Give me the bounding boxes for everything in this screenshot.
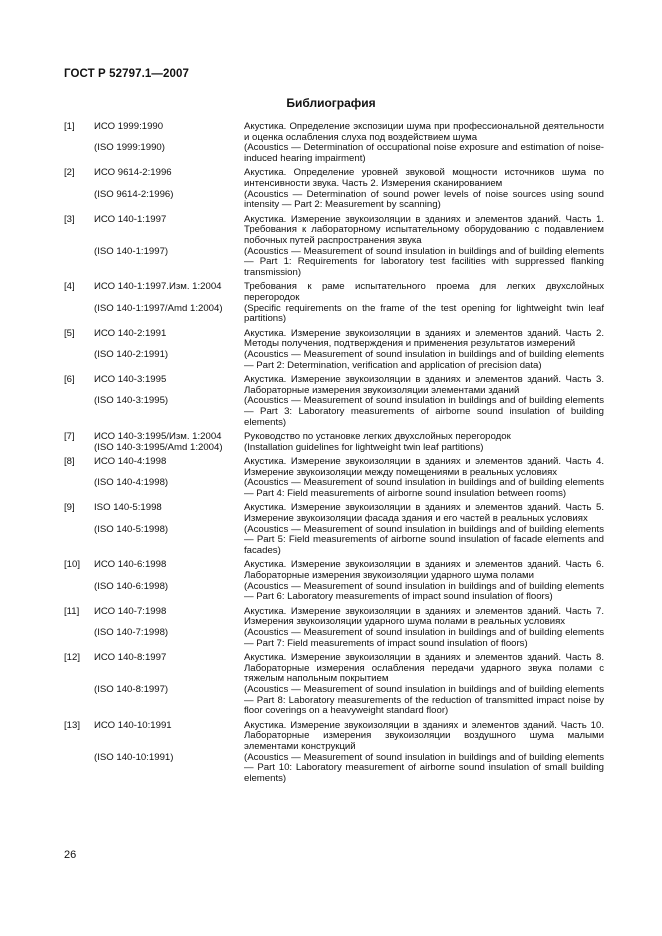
entry-english-line — [64, 247, 604, 279]
bibliography-entry — [64, 329, 604, 375]
standard-code: ИСО 140-7:1998 — [94, 605, 167, 617]
entry-english-line — [64, 478, 604, 499]
standard-title: Акустика. Определение экспозиции шума при профессиональной деятельности и оценка ослабления слуха под воздействием шума — [244, 121, 604, 143]
entry-number: [8] — [64, 455, 75, 467]
standard-title: (Acoustics — Measurement of sound insulation in buildings and of building elements — Part 10: Laboratory measurement of airborne sound insulation of small building elements) — [244, 751, 604, 785]
entry-russian-line — [64, 560, 604, 581]
standard-code: (ISO 140-3:1995/Amd 1:2004) — [94, 441, 223, 453]
entry-russian-line — [64, 122, 604, 143]
bibliography-entry — [64, 653, 604, 721]
standard-title: Акустика. Измерение звукоизоляции в зданиях и элементов зданий. Часть 5. Измерение звукоизоляции фасада здания и его частей в реальных условиях — [244, 502, 604, 524]
standard-code: ИСО 140-1:1997.Изм. 1:2004 — [94, 281, 222, 293]
entry-english-line — [64, 628, 604, 649]
standard-code: (ISO 1999:1990) — [94, 142, 165, 154]
entry-english-line — [64, 685, 604, 717]
standard-code: (ISO 140-1:1997/Amd 1:2004) — [94, 302, 223, 314]
entry-number: [12] — [64, 651, 81, 663]
bibliography-entry — [64, 168, 604, 214]
standard-title: (Acoustics — Measurement of sound insulation in buildings and of building elements — Part 5: Field measurements of airborne sound insulation of facade elements and facades) — [244, 523, 604, 557]
standard-title: Акустика. Измерение звукоизоляции в зданиях и элементов зданий. Часть 3. Лабораторные измерения звукоизоляции элементами зданий — [244, 373, 604, 396]
bibliography-entry — [64, 215, 604, 283]
standard-title: Акустика. Измерение звукоизоляции в зданиях и элементов зданий. Часть 10. Лабораторные измерения звукоизоляции воздушного шума малыми элементами конструкций — [244, 719, 604, 752]
standard-title: (Specific requirements on the frame of the test opening for lightweight twin leaf partitions) — [244, 302, 604, 325]
standard-code: (ISO 140-2:1991) — [94, 349, 169, 361]
bibliography-entry — [64, 607, 604, 653]
bibliography-entry — [64, 457, 604, 503]
standard-title: (Acoustics — Measurement of sound insulation in buildings and of building elements — Part 8: Laboratory measurements of the reduction of transmitted impact noise by floor coverings on a heavyweight standard floor) — [244, 683, 604, 717]
bibliography-entry — [64, 375, 604, 432]
standard-code: ИСО 140-8:1997 — [94, 651, 167, 663]
bibliography-entry — [64, 560, 604, 606]
entry-russian-line — [64, 329, 604, 350]
standard-title: Руководство по установке легких двухслойных перегородок — [244, 430, 511, 442]
entry-english-line — [64, 350, 604, 371]
standard-code: ИСО 140-4:1998 — [94, 455, 167, 467]
standard-code: ИСО 140-3:1995 — [94, 373, 167, 385]
entry-russian-line — [64, 457, 604, 478]
entry-english-line — [64, 396, 604, 428]
standard-code: (ISO 140-8:1997) — [94, 683, 169, 695]
bibliography-entry — [64, 282, 604, 328]
entry-number: [1] — [64, 121, 75, 132]
entry-number: [13] — [64, 719, 81, 731]
standard-code: (ISO 140-10:1991) — [94, 751, 174, 763]
standard-code: (ISO 140-6:1998) — [94, 580, 169, 592]
standard-code: ИСО 140-2:1991 — [94, 327, 167, 339]
standard-code: ISO 140-5:1998 — [94, 502, 162, 514]
standard-title: Акустика. Определение уровней звуковой мощности источников шума по интенсивности звука. Часть 2. Измерения сканированием — [244, 167, 604, 190]
entry-russian-line — [64, 503, 604, 524]
standard-code: (ISO 140-7:1998) — [94, 626, 169, 638]
entry-number: [2] — [64, 167, 75, 179]
standard-title: (Acoustics — Measurement of sound insulation in buildings and of building elements — Part 3: Laboratory measurements of airborne sound insulation of building elements) — [244, 395, 604, 428]
entry-english-line — [64, 525, 604, 557]
entry-russian-line — [64, 168, 604, 189]
standard-title: (Acoustics — Determination of sound power levels of noise sources using sound intensity — Part 2: Measurement by scanning) — [244, 188, 604, 211]
standard-title: Акустика. Измерение звукоизоляции в зданиях и элементов зданий. Часть 8. Лабораторные измерения ослабления передачи ударного звука полами с тяжелым напольным покрытием — [244, 651, 604, 685]
standard-title: (Acoustics — Measurement of sound insulation in buildings and of building elements — Part 4: Field measurements of airborne sound insulation between rooms) — [244, 477, 604, 499]
bibliography-list — [64, 122, 604, 788]
entry-russian-line — [64, 215, 604, 247]
standard-title: (Installation guidelines for lightweight twin leaf partitions) — [244, 441, 484, 453]
entry-russian-line — [64, 653, 604, 685]
standard-code: (ISO 9614-2:1996) — [94, 188, 174, 200]
entry-number: [7] — [64, 430, 75, 442]
entry-english-line — [64, 190, 604, 211]
entry-number: [3] — [64, 213, 75, 225]
standard-title: (Acoustics — Measurement of sound insulation in buildings and of building elements — Part 7: Field measurements of impact sound insulation of floors) — [244, 626, 604, 649]
standard-title: Требования к раме испытательного проема для легких двухслойных перегородок — [244, 281, 604, 304]
entry-number: [6] — [64, 373, 75, 385]
standard-title: Акустика. Измерение звукоизоляции в зданиях и элементов зданий. Часть 7. Измерения звукоизоляции ударного шума полами в реальных условиях — [244, 605, 604, 628]
standard-title: (Acoustics — Determination of occupational noise exposure and estimation of noise-induced hearing impairment) — [244, 142, 604, 165]
standard-title: Акустика. Измерение звукоизоляции в зданиях и элементов зданий. Часть 4. Измерение звукоизоляции между помещениями в реальных условиях — [244, 455, 604, 478]
standard-title: Акустика. Измерение звукоизоляции в зданиях и элементов зданий. Часть 1. Требования к лабораторному испытательному оборудованию с подавлением побочных путей распространения звука — [244, 213, 604, 247]
entry-english-line — [64, 443, 604, 454]
entry-number: [5] — [64, 327, 75, 339]
page-number: 26 — [64, 849, 77, 861]
standard-title: (Acoustics — Measurement of sound insulation in buildings and of building elements — Part 6: Laboratory measurements of impact sound insulation of floors) — [244, 580, 604, 603]
standard-code: (ISO 140-3:1995) — [94, 395, 169, 407]
entry-russian-line — [64, 721, 604, 753]
standard-code: ИСО 9614-2:1996 — [94, 167, 172, 179]
bibliography-entry — [64, 432, 604, 457]
standard-title: (Acoustics — Measurement of sound insulation in buildings and of building elements — Part 1: Requirements for laboratory test facilities with suppressed flanking transmission) — [244, 245, 604, 279]
standard-code: ИСО 1999:1990 — [94, 121, 164, 132]
standard-code: ИСО 140-6:1998 — [94, 559, 167, 571]
entry-russian-line — [64, 375, 604, 396]
standard-code: ИСО 140-3:1995/Изм. 1:2004 — [94, 430, 222, 442]
standard-code: ИСО 140-10:1991 — [94, 719, 172, 731]
entry-number: [9] — [64, 502, 75, 514]
standard-title: Акустика. Измерение звукоизоляции в зданиях и элементов зданий. Часть 6. Лабораторные измерения звукоизоляции ударного шума полами — [244, 559, 604, 581]
entry-russian-line — [64, 607, 604, 628]
standard-code: (ISO 140-5:1998) — [94, 523, 169, 535]
standard-code: (ISO 140-1:1997) — [94, 245, 169, 257]
bibliography-entry — [64, 503, 604, 560]
section-title: Библиография — [286, 96, 376, 110]
entry-number: [11] — [64, 605, 80, 617]
standard-code: (ISO 140-4:1998) — [94, 477, 169, 489]
bibliography-entry — [64, 721, 604, 789]
standard-title: Акустика. Измерение звукоизоляции в зданиях и элементов зданий. Часть 2. Методы получения, подтверждения и применения результатов измерений — [244, 327, 604, 350]
entry-english-line — [64, 143, 604, 164]
document-header-code: ГОСТ Р 52797.1—2007 — [64, 68, 189, 80]
entry-number: [10] — [64, 559, 81, 571]
entry-spacer — [64, 785, 604, 789]
bibliography-entry — [64, 122, 604, 168]
entry-russian-line — [64, 282, 604, 303]
entry-english-line — [64, 582, 604, 603]
entry-english-line — [64, 304, 604, 325]
entry-english-line — [64, 753, 604, 785]
standard-code: ИСО 140-1:1997 — [94, 213, 167, 225]
standard-title: (Acoustics — Measurement of sound insulation in buildings and of building elements — Part 2: Determination, verification and application of precision data) — [244, 349, 604, 371]
entry-number: [4] — [64, 281, 75, 293]
